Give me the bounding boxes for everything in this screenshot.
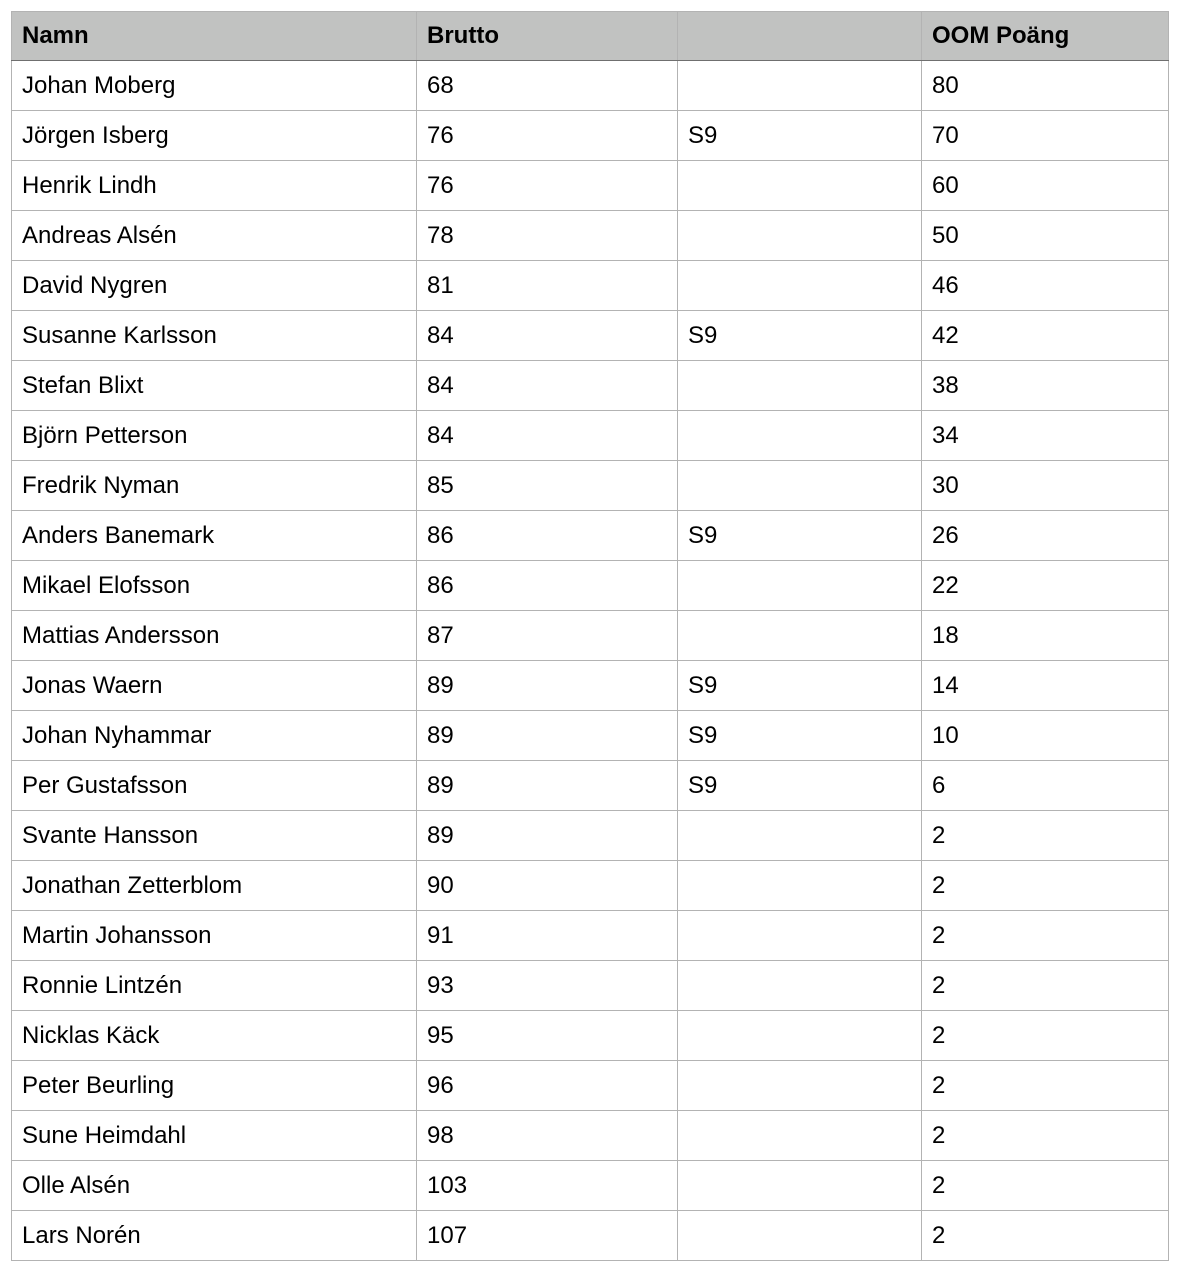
- cell-name: Lars Norén: [12, 1211, 417, 1261]
- table-header: [12, 12, 1169, 61]
- table-row: [12, 61, 1169, 111]
- table-row: [12, 211, 1169, 261]
- cell-points: 2: [922, 1061, 1169, 1111]
- cell-brutto: 89: [417, 661, 678, 711]
- cell-brutto: 81: [417, 261, 678, 311]
- table-row: [12, 1211, 1169, 1261]
- cell-brutto: 86: [417, 561, 678, 611]
- cell-extra: [678, 961, 922, 1011]
- cell-brutto: 68: [417, 61, 678, 111]
- cell-name: Olle Alsén: [12, 1161, 417, 1211]
- cell-brutto: 107: [417, 1211, 678, 1261]
- table-row: [12, 1061, 1169, 1111]
- table-row: [12, 961, 1169, 1011]
- cell-name: Mattias Andersson: [12, 611, 417, 661]
- cell-brutto: 89: [417, 711, 678, 761]
- cell-points: 80: [922, 61, 1169, 111]
- cell-extra: [678, 811, 922, 861]
- table-row: [12, 461, 1169, 511]
- cell-brutto: 96: [417, 1061, 678, 1111]
- cell-extra: [678, 611, 922, 661]
- cell-extra: [678, 411, 922, 461]
- header-row: [12, 12, 1169, 61]
- cell-points: 2: [922, 911, 1169, 961]
- cell-name: Björn Petterson: [12, 411, 417, 461]
- table-row: [12, 561, 1169, 611]
- cell-extra: [678, 1061, 922, 1111]
- cell-extra: [678, 911, 922, 961]
- cell-name: Fredrik Nyman: [12, 461, 417, 511]
- cell-brutto: 93: [417, 961, 678, 1011]
- table-row: [12, 511, 1169, 561]
- cell-points: 14: [922, 661, 1169, 711]
- table-row: [12, 611, 1169, 661]
- cell-name: Johan Nyhammar: [12, 711, 417, 761]
- table-row: [12, 911, 1169, 961]
- cell-extra: S9: [678, 511, 922, 561]
- cell-extra: S9: [678, 311, 922, 361]
- cell-name: Jonathan Zetterblom: [12, 861, 417, 911]
- cell-extra: [678, 1111, 922, 1161]
- cell-brutto: 84: [417, 411, 678, 461]
- cell-name: Svante Hansson: [12, 811, 417, 861]
- cell-brutto: 95: [417, 1011, 678, 1061]
- cell-extra: S9: [678, 711, 922, 761]
- cell-points: 30: [922, 461, 1169, 511]
- cell-name: Stefan Blixt: [12, 361, 417, 411]
- table-row: [12, 1161, 1169, 1211]
- cell-points: 2: [922, 811, 1169, 861]
- cell-extra: [678, 1011, 922, 1061]
- cell-points: 70: [922, 111, 1169, 161]
- cell-points: 60: [922, 161, 1169, 211]
- cell-extra: S9: [678, 661, 922, 711]
- cell-points: 2: [922, 961, 1169, 1011]
- cell-brutto: 84: [417, 361, 678, 411]
- cell-points: 10: [922, 711, 1169, 761]
- cell-extra: [678, 61, 922, 111]
- column-header-name: Namn: [12, 12, 417, 61]
- table-row: [12, 761, 1169, 811]
- cell-points: 2: [922, 1161, 1169, 1211]
- cell-points: 6: [922, 761, 1169, 811]
- table-row: [12, 261, 1169, 311]
- cell-brutto: 91: [417, 911, 678, 961]
- cell-extra: S9: [678, 111, 922, 161]
- cell-name: Mikael Elofsson: [12, 561, 417, 611]
- cell-extra: S9: [678, 761, 922, 811]
- cell-brutto: 85: [417, 461, 678, 511]
- table-row: [12, 411, 1169, 461]
- cell-brutto: 76: [417, 111, 678, 161]
- cell-name: Susanne Karlsson: [12, 311, 417, 361]
- cell-brutto: 86: [417, 511, 678, 561]
- cell-name: Martin Johansson: [12, 911, 417, 961]
- table-row: [12, 1011, 1169, 1061]
- cell-brutto: 76: [417, 161, 678, 211]
- cell-name: Anders Banemark: [12, 511, 417, 561]
- cell-points: 38: [922, 361, 1169, 411]
- cell-name: Jörgen Isberg: [12, 111, 417, 161]
- column-header-points: OOM Poäng: [922, 12, 1169, 61]
- cell-extra: [678, 361, 922, 411]
- column-header-extra: [678, 12, 922, 61]
- cell-name: Ronnie Lintzén: [12, 961, 417, 1011]
- table-row: [12, 311, 1169, 361]
- cell-extra: [678, 1161, 922, 1211]
- cell-points: 46: [922, 261, 1169, 311]
- cell-name: Nicklas Käck: [12, 1011, 417, 1061]
- cell-extra: [678, 161, 922, 211]
- cell-points: 2: [922, 1211, 1169, 1261]
- cell-points: 26: [922, 511, 1169, 561]
- cell-brutto: 89: [417, 761, 678, 811]
- cell-extra: [678, 861, 922, 911]
- table-row: [12, 811, 1169, 861]
- results-table: [11, 11, 1169, 1261]
- cell-brutto: 90: [417, 861, 678, 911]
- cell-points: 2: [922, 861, 1169, 911]
- cell-name: Andreas Alsén: [12, 211, 417, 261]
- table-row: [12, 161, 1169, 211]
- cell-extra: [678, 211, 922, 261]
- cell-points: 18: [922, 611, 1169, 661]
- column-header-brutto: Brutto: [417, 12, 678, 61]
- cell-points: 2: [922, 1011, 1169, 1061]
- table-row: [12, 111, 1169, 161]
- cell-brutto: 98: [417, 1111, 678, 1161]
- cell-name: David Nygren: [12, 261, 417, 311]
- cell-extra: [678, 261, 922, 311]
- table-body: [12, 61, 1169, 1261]
- cell-name: Johan Moberg: [12, 61, 417, 111]
- cell-brutto: 84: [417, 311, 678, 361]
- cell-points: 34: [922, 411, 1169, 461]
- cell-extra: [678, 461, 922, 511]
- cell-points: 2: [922, 1111, 1169, 1161]
- cell-points: 42: [922, 311, 1169, 361]
- table-row: [12, 1111, 1169, 1161]
- cell-extra: [678, 1211, 922, 1261]
- cell-name: Per Gustafsson: [12, 761, 417, 811]
- table-row: [12, 661, 1169, 711]
- cell-extra: [678, 561, 922, 611]
- cell-points: 22: [922, 561, 1169, 611]
- cell-brutto: 78: [417, 211, 678, 261]
- cell-name: Sune Heimdahl: [12, 1111, 417, 1161]
- table-row: [12, 711, 1169, 761]
- table-row: [12, 861, 1169, 911]
- cell-brutto: 89: [417, 811, 678, 861]
- cell-brutto: 103: [417, 1161, 678, 1211]
- cell-name: Peter Beurling: [12, 1061, 417, 1111]
- cell-brutto: 87: [417, 611, 678, 661]
- table-row: [12, 361, 1169, 411]
- cell-name: Henrik Lindh: [12, 161, 417, 211]
- cell-name: Jonas Waern: [12, 661, 417, 711]
- cell-points: 50: [922, 211, 1169, 261]
